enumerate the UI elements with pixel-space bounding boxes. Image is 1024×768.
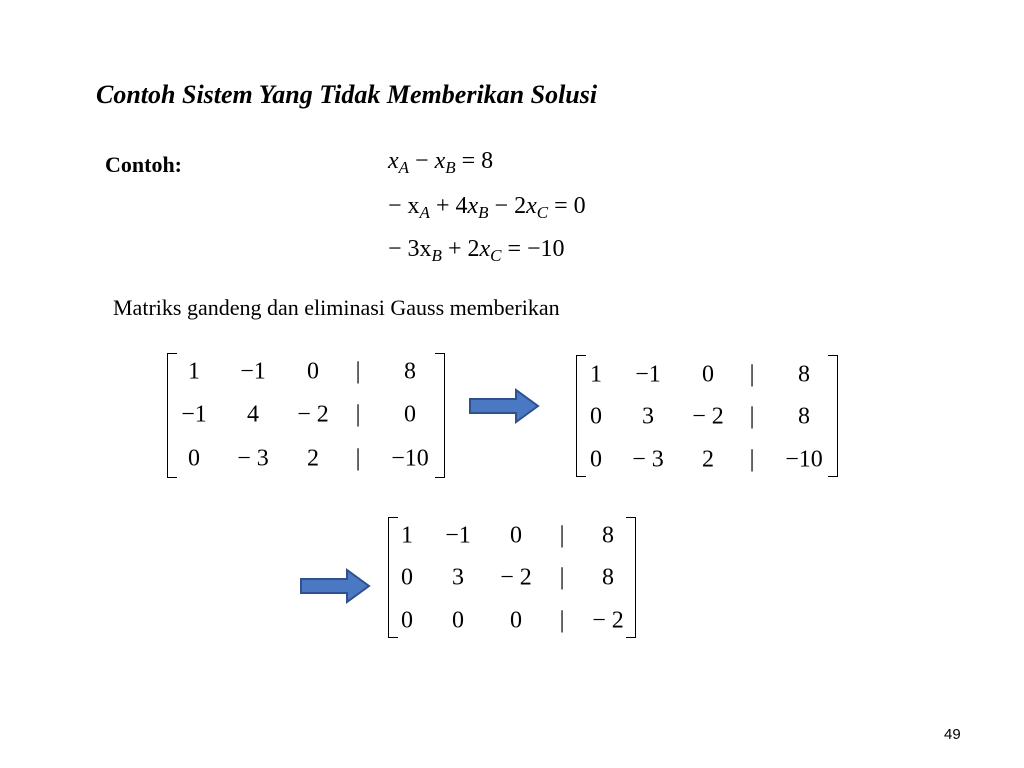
- matrix-cell: 0: [510, 522, 522, 549]
- eq2-sub-a: A: [419, 203, 430, 222]
- page-number: 49: [944, 726, 961, 743]
- eq3-rhs: = −10: [501, 236, 565, 262]
- augment-separator: |: [559, 522, 565, 549]
- matrix-left-bracket: [388, 517, 398, 638]
- eq1-var-b: x: [434, 148, 446, 174]
- eq3-sub-b: B: [431, 246, 442, 265]
- matrix-cell: −1: [635, 361, 661, 388]
- eq1-var-a: x: [388, 148, 399, 174]
- eq2-term-a: − x: [388, 193, 420, 219]
- eq3-sub-c: C: [490, 246, 502, 265]
- matrix-cell: 1: [401, 522, 413, 549]
- matrix-cell: 2: [702, 446, 714, 473]
- eq2-op-1: + 4: [429, 193, 468, 219]
- eq1-rhs: = 8: [455, 148, 494, 174]
- matrix-cell: 8: [404, 358, 416, 385]
- matrix-cell: −1: [181, 401, 207, 428]
- slide-title: Contoh Sistem Yang Tidak Memberikan Solusi: [96, 80, 598, 109]
- matrix-cell: 0: [401, 564, 413, 591]
- right-arrow-icon: [468, 388, 540, 424]
- matrix-cell: 0: [510, 607, 522, 634]
- eq1-op: −: [409, 148, 435, 174]
- equation-1: [388, 148, 493, 175]
- matrix-cell: −1: [445, 522, 471, 549]
- matrix-cell: 0: [401, 607, 413, 634]
- matrix-cell: 0: [590, 446, 602, 473]
- matrix-cell: 0: [307, 358, 319, 385]
- eq2-op-2: − 2: [488, 193, 527, 219]
- matrix-cell: 8: [798, 361, 810, 388]
- augmented-matrix-original: [167, 353, 445, 478]
- matrix-cell: 1: [590, 361, 602, 388]
- eq1-sub-a: A: [398, 158, 410, 177]
- eq2-rhs: = 0: [548, 193, 586, 219]
- matrix-cell: 3: [452, 564, 464, 591]
- matrix-cell: − 2: [500, 564, 532, 591]
- matrix-cell: 0: [452, 607, 464, 634]
- augment-separator: |: [355, 445, 361, 472]
- matrix-cell: 1: [188, 358, 200, 385]
- eq2-sub-b: B: [478, 203, 489, 222]
- arrow-shape: [301, 570, 369, 602]
- matrix-cell: − 2: [592, 607, 624, 634]
- matrix-cell: − 3: [237, 445, 269, 472]
- augment-separator: |: [749, 403, 755, 430]
- eq1-sub-b: B: [445, 158, 456, 177]
- matrix-cell: 2: [307, 445, 319, 472]
- augment-separator: |: [355, 401, 361, 428]
- eq2-sub-c: C: [536, 203, 549, 222]
- eq3-var-c: x: [479, 236, 491, 262]
- matrix-cell: 0: [188, 445, 200, 472]
- matrix-cell: − 3: [632, 446, 664, 473]
- eq2-var-b: x: [467, 193, 479, 219]
- matrix-cell: −1: [240, 358, 266, 385]
- eq2-var-c: x: [526, 193, 537, 219]
- equation-2: [388, 193, 586, 220]
- intro-text: Matriks gandeng dan eliminasi Gauss memberikan: [113, 295, 560, 320]
- matrix-cell: 8: [602, 564, 614, 591]
- augmented-matrix-step-2: [388, 517, 636, 638]
- augment-separator: |: [559, 607, 565, 634]
- matrix-right-bracket: [828, 355, 838, 477]
- arrow-shape: [470, 390, 538, 422]
- matrix-cell: 0: [702, 361, 714, 388]
- eq3-term-b: − 3x: [388, 236, 432, 262]
- matrix-cell: 4: [247, 401, 259, 428]
- right-arrow-icon: [299, 568, 371, 604]
- matrix-left-bracket: [167, 353, 177, 478]
- augment-separator: |: [749, 361, 755, 388]
- augment-separator: |: [355, 358, 361, 385]
- matrix-right-bracket: [626, 517, 636, 638]
- matrix-cell: 8: [602, 522, 614, 549]
- matrix-cell: −10: [391, 445, 429, 472]
- augment-separator: |: [559, 564, 565, 591]
- augment-separator: |: [749, 446, 755, 473]
- matrix-cell: 0: [404, 401, 416, 428]
- matrix-cell: 3: [642, 403, 654, 430]
- augmented-matrix-step-1: [576, 355, 838, 477]
- matrix-cell: 0: [590, 403, 602, 430]
- matrix-cell: 8: [798, 403, 810, 430]
- matrix-cell: −10: [785, 446, 823, 473]
- matrix-left-bracket: [576, 355, 586, 477]
- matrix-cell: − 2: [692, 403, 724, 430]
- matrix-right-bracket: [435, 353, 445, 478]
- equation-3: [388, 236, 565, 263]
- example-label: Contoh:: [105, 152, 183, 177]
- matrix-cell: − 2: [297, 401, 329, 428]
- eq3-op: + 2: [441, 236, 480, 262]
